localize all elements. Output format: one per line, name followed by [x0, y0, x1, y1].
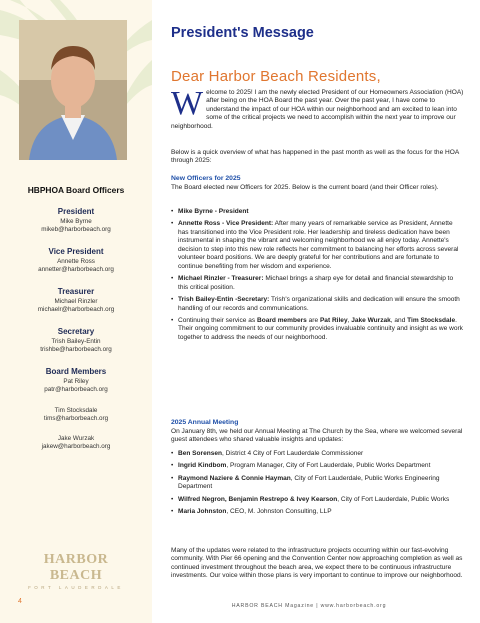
member-email[interactable]: jakew@harborbeach.org	[41, 443, 111, 451]
footer-text: HARBOR BEACH Magazine | www.harborbeach.org	[231, 603, 387, 609]
officers-list	[171, 208, 464, 342]
board-member	[0, 407, 152, 424]
officer-secretary	[0, 327, 152, 355]
meeting-intro: On January 8th, we held our Annual Meeting at The Church by the Sea, where we welcomed several guest attendees who shared valuable insights and updates:	[171, 428, 463, 444]
member-name: Jake Wurzak	[57, 435, 95, 442]
officer-email[interactable]: mikeb@harborbeach.org	[41, 226, 111, 234]
board-officers-title: HBPHOA Board Officers	[27, 185, 125, 195]
officer-email[interactable]: trishbe@harborbeach.org	[40, 346, 112, 354]
list-item: • Michael Rinzler - Treasurer: Michael brings a sharp eye for detail and financial stewardship to this critical position.	[171, 275, 464, 292]
list-item-continuing: • Continuing their service as Board members are Pat Riley, Jake Wurzak, and Tim Stocksdale. Their ongoing commitment to our community provides invaluable continuity and insight as we work together to address the needs of our neighborhood.	[171, 317, 464, 342]
greeting: Dear Harbor Beach Residents,	[171, 68, 381, 85]
officer-role: Secretary	[57, 327, 95, 336]
member-name: Tim Stocksdale	[54, 407, 98, 414]
officers-heading: New Officers for 2025	[171, 175, 241, 182]
list-item: • Trish Bailey-Entin -Secretary: Trish's organizational skills and dedication will ensure the smooth handling of our records and communications.	[171, 296, 464, 313]
officer-role: Treasurer	[57, 287, 95, 296]
guest-list	[171, 450, 464, 517]
president-photo	[19, 20, 127, 160]
intro-paragraph	[171, 85, 464, 131]
officer-name: Trish Bailey-Entin	[51, 338, 101, 345]
board-members-role: Board Members	[45, 367, 107, 376]
intro-text: elcome to 2025! I am the newly elected President of our Homeowners Association (HOA) after being on the HOA Board the past year. Over the past year, I have come to understand the impact of our HOA within our neighborhood and am excited to lean into some of the critical projects we need to accomplish within the next year to improve our neighborhood.	[171, 89, 464, 130]
harbor-beach-logo	[24, 552, 128, 590]
dropcap: W	[171, 85, 204, 122]
member-email[interactable]: patr@harborbeach.org	[44, 386, 108, 394]
list-item: • Annette Ross - Vice President: After many years of remarkable service as President, Annette has transitioned into the Vice President role. Her leadership and tireless dedication have been instrumental in shaping the vibrant and welcoming neighborhood we all enjoy today. Annette's decision to step into this new role reflects her commitment to balancing her efforts across several volunteer board positions. We are deeply grateful for her contributions and are fortunate to continue benefiting from her wisdom and experience.	[171, 220, 464, 271]
officer-email[interactable]: michaelr@harborbeach.org	[37, 306, 115, 314]
list-item: • Raymond Naziere & Connie Hayman, City of Fort Lauderdale, Public Works Engineering Department	[171, 475, 464, 492]
list-item: • Mike Byrne - President	[171, 208, 464, 216]
page-number: 4	[18, 598, 22, 605]
overview-paragraph: Below is a quick overview of what has happened in the past month as well as the focus for the HOA through 2025:	[171, 149, 459, 165]
sidebar	[0, 0, 152, 623]
officer-name: Michael Rinzler	[54, 298, 98, 305]
officers-intro: The Board elected new Officers for 2025. Below is the current board (and their Officer roles).	[171, 184, 439, 191]
list-item: • Ben Sorensen, District 4 City of Fort Lauderdale Commissioner	[171, 450, 464, 458]
closing-paragraph: Many of the updates were related to the infrastructure projects occurring within our fast-evolving community. With Pier 66 opening and the Convention Center now approaching completion as well as continued investment throughout the beach area, we expect there to be continuous infrastructure investments. Our voice within those plans is very important to continue to improve our neighborhood.	[171, 547, 463, 580]
board-members	[0, 367, 152, 395]
page-title: President's Message	[171, 25, 314, 41]
member-name: Pat Riley	[63, 378, 89, 385]
meeting-heading: 2025 Annual Meeting	[171, 419, 239, 426]
logo-subtitle: FORT LAUDERDALE	[28, 585, 124, 590]
list-item: • Maria Johnston, CEO, M. Johnston Consulting, LLP	[171, 508, 464, 516]
officer-treasurer	[0, 287, 152, 315]
officer-name: Mike Byrne	[60, 218, 92, 225]
member-email[interactable]: tims@harborbeach.org	[43, 415, 109, 423]
officer-role: Vice President	[48, 247, 104, 256]
list-item: • Ingrid Kindbom, Program Manager, City of Fort Lauderdale, Public Works Department	[171, 462, 464, 470]
officer-president	[0, 207, 152, 235]
list-item: • Wilfred Negron, Benjamin Restrepo & Ivey Kearson, City of Fort Lauderdale, Public Works	[171, 496, 464, 504]
officer-email[interactable]: annetter@harborbeach.org	[38, 266, 114, 274]
logo-wordmark: HARBOR BEACH	[43, 552, 109, 583]
officer-vice-president	[0, 247, 152, 275]
board-member	[0, 435, 152, 452]
officer-name: Annette Ross	[57, 258, 95, 265]
officer-role: President	[57, 207, 95, 216]
